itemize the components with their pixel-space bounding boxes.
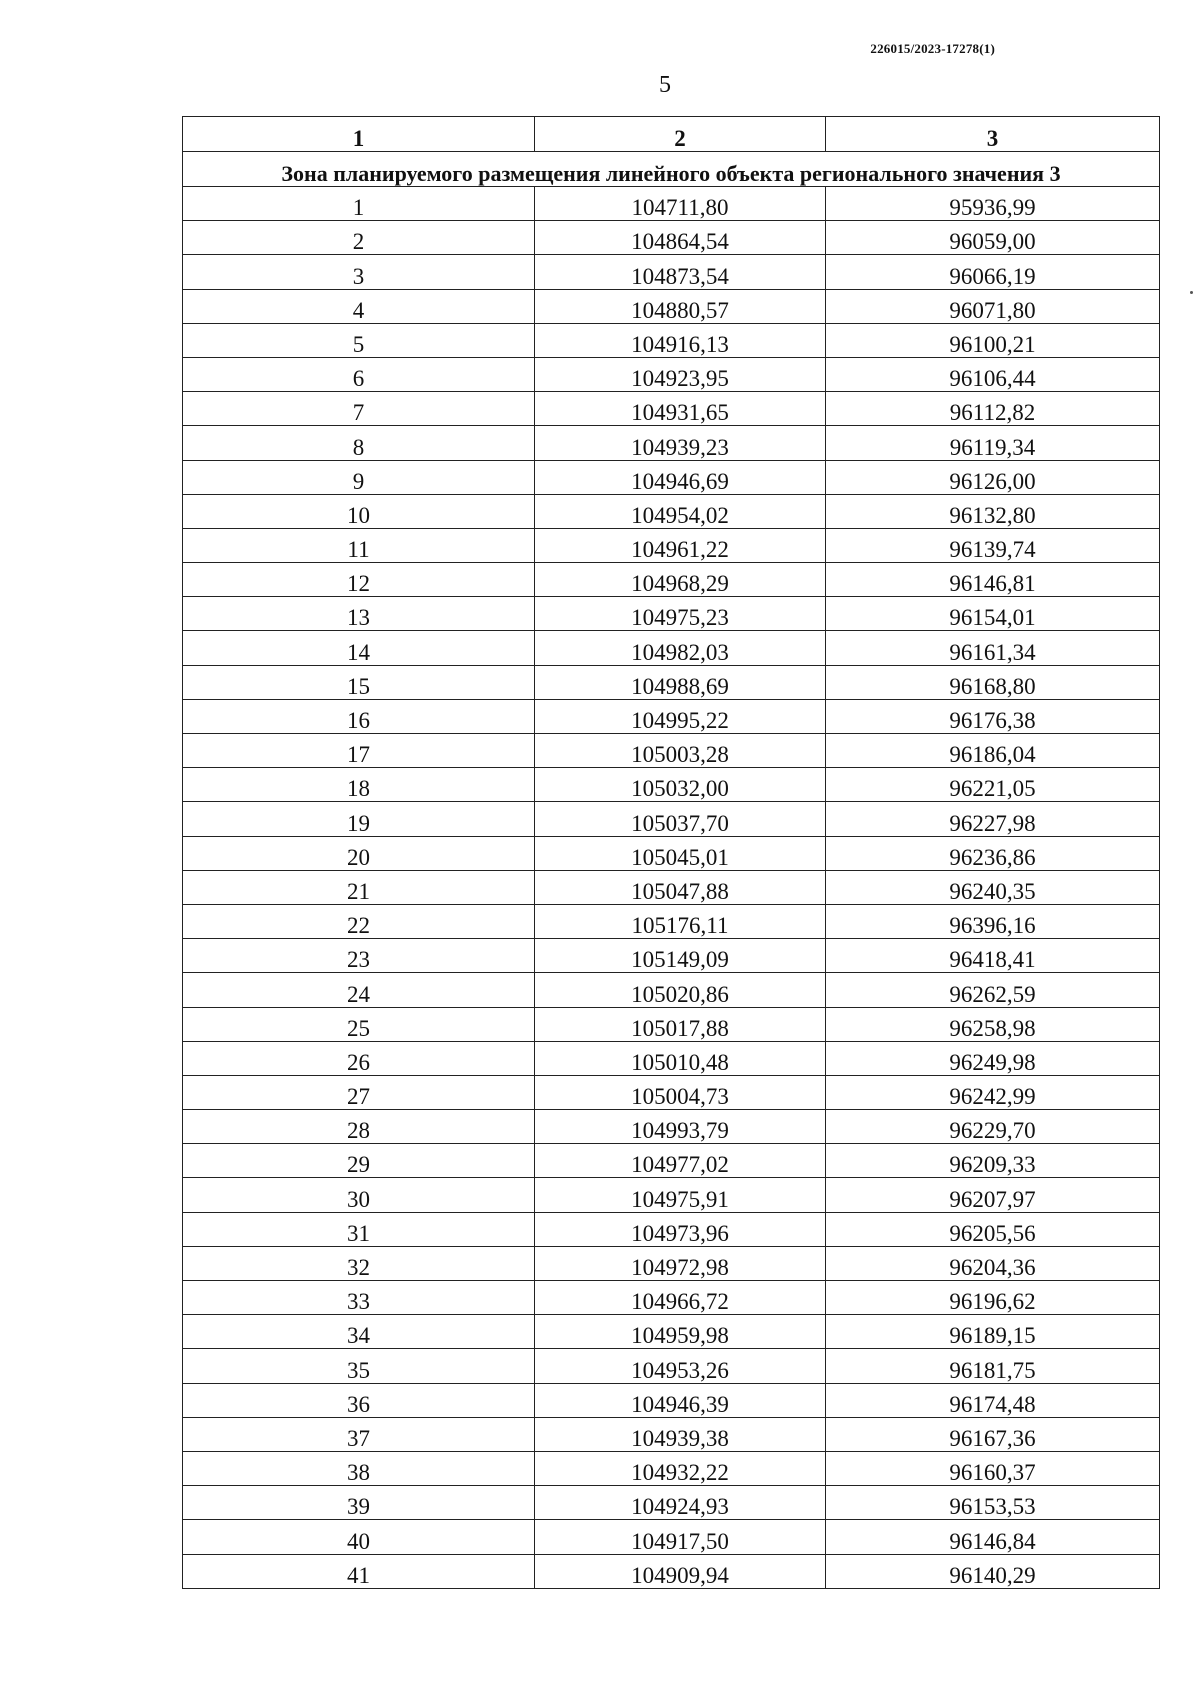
- table-row: [183, 1007, 1160, 1041]
- table-row: [183, 870, 1160, 904]
- table-row: [183, 1520, 1160, 1554]
- column-number-row: [183, 117, 1160, 152]
- x-coordinate-cell: 104995,22: [535, 699, 826, 733]
- x-coordinate-cell: 105004,73: [535, 1075, 826, 1109]
- y-coordinate-cell: 96066,19: [826, 255, 1160, 289]
- table-row: [183, 802, 1160, 836]
- y-coordinate-cell: 96119,34: [826, 426, 1160, 460]
- table-row: [183, 836, 1160, 870]
- point-number-cell: 8: [183, 426, 535, 460]
- x-coordinate-cell: 104959,98: [535, 1315, 826, 1349]
- point-number-cell: 2: [183, 221, 535, 255]
- x-coordinate-cell: 104982,03: [535, 631, 826, 665]
- x-coordinate-cell: 105149,09: [535, 939, 826, 973]
- x-coordinate-cell: 104975,91: [535, 1178, 826, 1212]
- table-row: [183, 597, 1160, 631]
- x-coordinate-cell: 104968,29: [535, 563, 826, 597]
- point-number-cell: 19: [183, 802, 535, 836]
- table-row: [183, 1144, 1160, 1178]
- x-coordinate-cell: 105010,48: [535, 1041, 826, 1075]
- point-number-cell: 15: [183, 665, 535, 699]
- x-coordinate-cell: 104972,98: [535, 1246, 826, 1280]
- table-row: [183, 1110, 1160, 1144]
- x-coordinate-cell: 105003,28: [535, 734, 826, 768]
- table-row: [183, 1315, 1160, 1349]
- point-number-cell: 26: [183, 1041, 535, 1075]
- point-number-cell: 14: [183, 631, 535, 665]
- point-number-cell: 18: [183, 768, 535, 802]
- y-coordinate-cell: 96146,84: [826, 1520, 1160, 1554]
- table-row: [183, 904, 1160, 938]
- table-row: [183, 734, 1160, 768]
- point-number-cell: 39: [183, 1486, 535, 1520]
- y-coordinate-cell: 96139,74: [826, 528, 1160, 562]
- table-row: [183, 1383, 1160, 1417]
- table-row: [183, 289, 1160, 323]
- page-number: 5: [659, 72, 671, 98]
- x-coordinate-cell: 104931,65: [535, 392, 826, 426]
- y-coordinate-cell: 96112,82: [826, 392, 1160, 426]
- y-coordinate-cell: 96209,33: [826, 1144, 1160, 1178]
- table-row: [183, 1486, 1160, 1520]
- point-number-cell: 16: [183, 699, 535, 733]
- x-coordinate-cell: 105037,70: [535, 802, 826, 836]
- point-number-cell: 3: [183, 255, 535, 289]
- y-coordinate-cell: 96146,81: [826, 563, 1160, 597]
- y-coordinate-cell: 96207,97: [826, 1178, 1160, 1212]
- table-row: [183, 1417, 1160, 1451]
- y-coordinate-cell: 96258,98: [826, 1007, 1160, 1041]
- table-row: [183, 1075, 1160, 1109]
- y-coordinate-cell: 96204,36: [826, 1246, 1160, 1280]
- y-coordinate-cell: 96249,98: [826, 1041, 1160, 1075]
- y-coordinate-cell: 96126,00: [826, 460, 1160, 494]
- table-row: [183, 528, 1160, 562]
- point-number-cell: 27: [183, 1075, 535, 1109]
- y-coordinate-cell: 96227,98: [826, 802, 1160, 836]
- point-number-cell: 30: [183, 1178, 535, 1212]
- point-number-cell: 40: [183, 1520, 535, 1554]
- x-coordinate-cell: 104864,54: [535, 221, 826, 255]
- x-coordinate-cell: 104916,13: [535, 323, 826, 357]
- y-coordinate-cell: 96396,16: [826, 904, 1160, 938]
- column-header: 2: [535, 117, 826, 152]
- point-number-cell: 35: [183, 1349, 535, 1383]
- point-number-cell: 23: [183, 939, 535, 973]
- y-coordinate-cell: 95936,99: [826, 187, 1160, 221]
- point-number-cell: 29: [183, 1144, 535, 1178]
- point-number-cell: 37: [183, 1417, 535, 1451]
- x-coordinate-cell: 104939,38: [535, 1417, 826, 1451]
- y-coordinate-cell: 96160,37: [826, 1451, 1160, 1485]
- table-row: [183, 392, 1160, 426]
- x-coordinate-cell: 104975,23: [535, 597, 826, 631]
- point-number-cell: 11: [183, 528, 535, 562]
- x-coordinate-cell: 104880,57: [535, 289, 826, 323]
- point-number-cell: 5: [183, 323, 535, 357]
- table-row: [183, 494, 1160, 528]
- x-coordinate-cell: 104993,79: [535, 1110, 826, 1144]
- table-row: [183, 426, 1160, 460]
- column-header: 3: [826, 117, 1160, 152]
- table-row: [183, 357, 1160, 391]
- scan-speck: [1190, 291, 1193, 294]
- zone-title-row: [183, 152, 1160, 187]
- y-coordinate-cell: 96236,86: [826, 836, 1160, 870]
- point-number-cell: 28: [183, 1110, 535, 1144]
- table-row: [183, 665, 1160, 699]
- x-coordinate-cell: 104954,02: [535, 494, 826, 528]
- table-row: [183, 1212, 1160, 1246]
- x-coordinate-cell: 104923,95: [535, 357, 826, 391]
- y-coordinate-cell: 96181,75: [826, 1349, 1160, 1383]
- column-header: 1: [183, 117, 535, 152]
- y-coordinate-cell: 96186,04: [826, 734, 1160, 768]
- point-number-cell: 1: [183, 187, 535, 221]
- y-coordinate-cell: 96100,21: [826, 323, 1160, 357]
- y-coordinate-cell: 96168,80: [826, 665, 1160, 699]
- table-row: [183, 939, 1160, 973]
- x-coordinate-cell: 104909,94: [535, 1554, 826, 1588]
- table-row: [183, 563, 1160, 597]
- table-row: [183, 1041, 1160, 1075]
- table-row: [183, 1554, 1160, 1588]
- point-number-cell: 21: [183, 870, 535, 904]
- table-row: [183, 699, 1160, 733]
- x-coordinate-cell: 104946,39: [535, 1383, 826, 1417]
- point-number-cell: 34: [183, 1315, 535, 1349]
- x-coordinate-cell: 104873,54: [535, 255, 826, 289]
- x-coordinate-cell: 104953,26: [535, 1349, 826, 1383]
- table-row: [183, 221, 1160, 255]
- x-coordinate-cell: 104977,02: [535, 1144, 826, 1178]
- x-coordinate-cell: 105176,11: [535, 904, 826, 938]
- y-coordinate-cell: 96153,53: [826, 1486, 1160, 1520]
- point-number-cell: 9: [183, 460, 535, 494]
- table-row: [183, 187, 1160, 221]
- point-number-cell: 36: [183, 1383, 535, 1417]
- x-coordinate-cell: 104961,22: [535, 528, 826, 562]
- y-coordinate-cell: 96132,80: [826, 494, 1160, 528]
- y-coordinate-cell: 96221,05: [826, 768, 1160, 802]
- x-coordinate-cell: 105020,86: [535, 973, 826, 1007]
- x-coordinate-cell: 104917,50: [535, 1520, 826, 1554]
- x-coordinate-cell: 105047,88: [535, 870, 826, 904]
- point-number-cell: 22: [183, 904, 535, 938]
- point-number-cell: 41: [183, 1554, 535, 1588]
- x-coordinate-cell: 104988,69: [535, 665, 826, 699]
- point-number-cell: 20: [183, 836, 535, 870]
- coordinates-table: [182, 116, 1160, 1589]
- x-coordinate-cell: 104966,72: [535, 1281, 826, 1315]
- y-coordinate-cell: 96229,70: [826, 1110, 1160, 1144]
- y-coordinate-cell: 96189,15: [826, 1315, 1160, 1349]
- x-coordinate-cell: 104973,96: [535, 1212, 826, 1246]
- y-coordinate-cell: 96059,00: [826, 221, 1160, 255]
- table-row: [183, 1178, 1160, 1212]
- table-row: [183, 460, 1160, 494]
- x-coordinate-cell: 104946,69: [535, 460, 826, 494]
- zone-title: Зона планируемого размещения линейного объекта регионального значения 3: [183, 152, 1160, 187]
- table-row: [183, 323, 1160, 357]
- y-coordinate-cell: 96176,38: [826, 699, 1160, 733]
- table-row: [183, 631, 1160, 665]
- x-coordinate-cell: 104939,23: [535, 426, 826, 460]
- y-coordinate-cell: 96174,48: [826, 1383, 1160, 1417]
- y-coordinate-cell: 96071,80: [826, 289, 1160, 323]
- table-row: [183, 973, 1160, 1007]
- table-row: [183, 768, 1160, 802]
- point-number-cell: 17: [183, 734, 535, 768]
- table-row: [183, 255, 1160, 289]
- y-coordinate-cell: 96242,99: [826, 1075, 1160, 1109]
- x-coordinate-cell: 104924,93: [535, 1486, 826, 1520]
- table-row: [183, 1349, 1160, 1383]
- point-number-cell: 4: [183, 289, 535, 323]
- point-number-cell: 31: [183, 1212, 535, 1246]
- y-coordinate-cell: 96196,62: [826, 1281, 1160, 1315]
- point-number-cell: 38: [183, 1451, 535, 1485]
- point-number-cell: 10: [183, 494, 535, 528]
- y-coordinate-cell: 96205,56: [826, 1212, 1160, 1246]
- y-coordinate-cell: 96106,44: [826, 357, 1160, 391]
- point-number-cell: 32: [183, 1246, 535, 1280]
- document-code: 226015/2023-17278(1): [870, 41, 995, 56]
- point-number-cell: 33: [183, 1281, 535, 1315]
- point-number-cell: 6: [183, 357, 535, 391]
- y-coordinate-cell: 96167,36: [826, 1417, 1160, 1451]
- point-number-cell: 13: [183, 597, 535, 631]
- table-row: [183, 1246, 1160, 1280]
- table-row: [183, 1451, 1160, 1485]
- x-coordinate-cell: 104711,80: [535, 187, 826, 221]
- table-row: [183, 1281, 1160, 1315]
- point-number-cell: 7: [183, 392, 535, 426]
- y-coordinate-cell: 96262,59: [826, 973, 1160, 1007]
- y-coordinate-cell: 96240,35: [826, 870, 1160, 904]
- y-coordinate-cell: 96140,29: [826, 1554, 1160, 1588]
- point-number-cell: 12: [183, 563, 535, 597]
- x-coordinate-cell: 104932,22: [535, 1451, 826, 1485]
- point-number-cell: 25: [183, 1007, 535, 1041]
- x-coordinate-cell: 105032,00: [535, 768, 826, 802]
- y-coordinate-cell: 96154,01: [826, 597, 1160, 631]
- point-number-cell: 24: [183, 973, 535, 1007]
- x-coordinate-cell: 105017,88: [535, 1007, 826, 1041]
- y-coordinate-cell: 96161,34: [826, 631, 1160, 665]
- x-coordinate-cell: 105045,01: [535, 836, 826, 870]
- y-coordinate-cell: 96418,41: [826, 939, 1160, 973]
